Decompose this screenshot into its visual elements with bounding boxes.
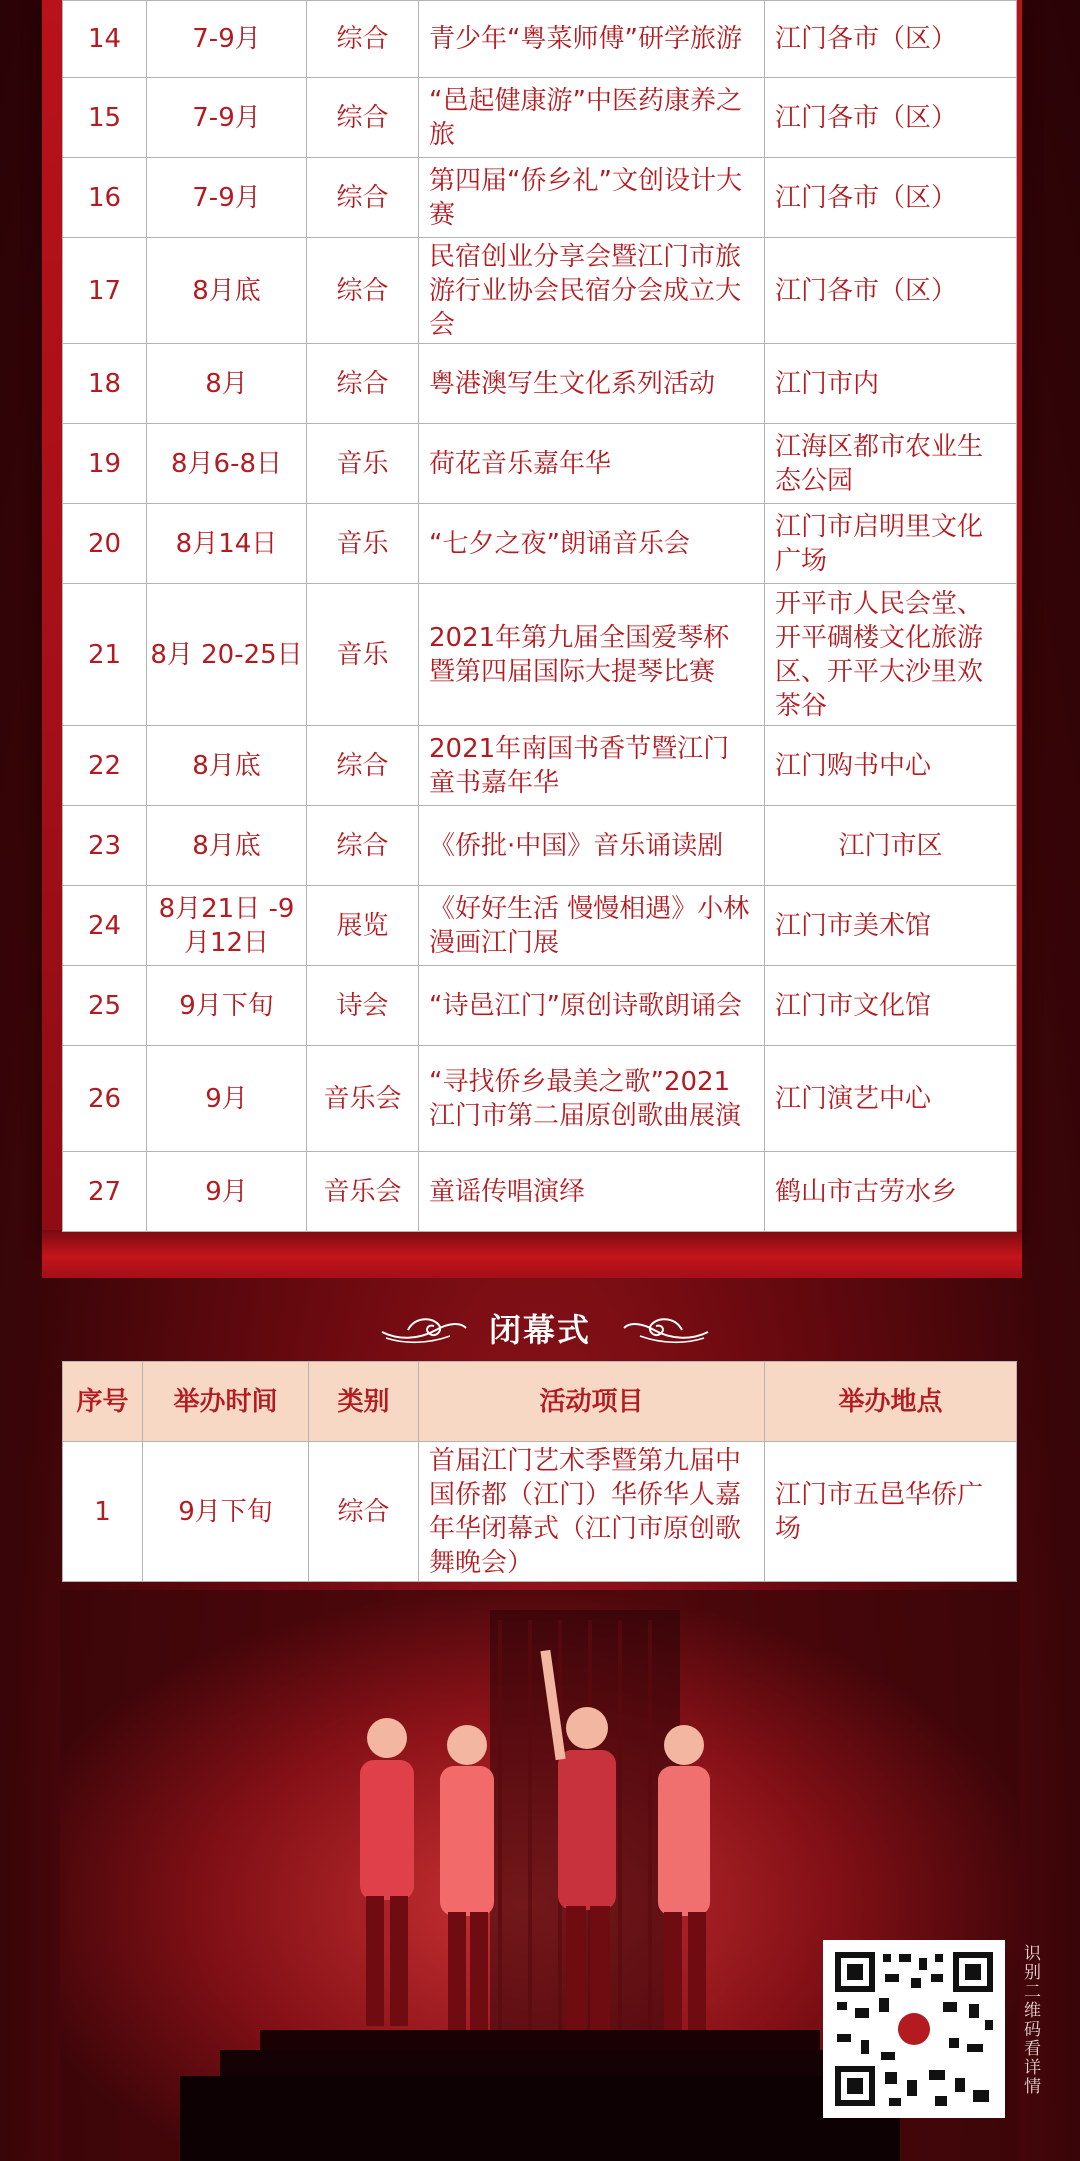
row-time: 8月6-8日 [147, 424, 307, 504]
header-item: 活动项目 [419, 1362, 765, 1442]
qr-hint-text: 识别二维码看详情 [1020, 1944, 1040, 2096]
row-type: 综合 [307, 78, 419, 158]
row-time: 9月下旬 [143, 1442, 309, 1582]
row-type: 音乐 [307, 424, 419, 504]
row-type: 音乐 [307, 504, 419, 584]
row-type: 综合 [307, 344, 419, 424]
row-place: 鹤山市古劳水乡 [765, 1152, 1017, 1232]
table-row [63, 1046, 1017, 1152]
row-number: 17 [63, 238, 147, 344]
row-item: 2021年第九届全国爱琴杯暨第四届国际大提琴比赛 [419, 584, 765, 726]
row-number: 16 [63, 158, 147, 238]
row-number: 26 [63, 1046, 147, 1152]
row-number: 14 [63, 1, 147, 78]
row-type: 音乐会 [307, 1046, 419, 1152]
row-type: 综合 [307, 806, 419, 886]
row-item: “诗邑江门”原创诗歌朗诵会 [419, 966, 765, 1046]
row-number: 25 [63, 966, 147, 1046]
row-place: 江门各市（区） [765, 158, 1017, 238]
header-place: 举办地点 [765, 1362, 1017, 1442]
row-number: 23 [63, 806, 147, 886]
row-item: 第四届“侨乡礼”文创设计大赛 [419, 158, 765, 238]
row-number: 27 [63, 1152, 147, 1232]
row-item: 《好好生活 慢慢相遇》小林漫画江门展 [419, 886, 765, 966]
row-type: 展览 [307, 886, 419, 966]
row-place: 江门各市（区） [765, 78, 1017, 158]
row-place: 江门购书中心 [765, 726, 1017, 806]
row-number: 21 [63, 584, 147, 726]
row-number: 15 [63, 78, 147, 158]
table-row [63, 504, 1017, 584]
row-type: 综合 [307, 238, 419, 344]
row-time: 7-9月 [147, 158, 307, 238]
row-time: 8月底 [147, 806, 307, 886]
header-time: 举办时间 [143, 1362, 309, 1442]
row-item: 粤港澳写生文化系列活动 [419, 344, 765, 424]
header-number: 序号 [63, 1362, 143, 1442]
row-item: 首届江门艺术季暨第九届中国侨都（江门）华侨华人嘉年华闭幕式（江门市原创歌舞晚会） [419, 1442, 765, 1582]
row-time: 9月下旬 [147, 966, 307, 1046]
row-place: 江门市启明里文化广场 [765, 504, 1017, 584]
qr-code[interactable] [823, 1940, 1005, 2118]
row-item: 青少年“粤菜师傅”研学旅游 [419, 1, 765, 78]
row-number: 24 [63, 886, 147, 966]
row-item: 童谣传唱演绎 [419, 1152, 765, 1232]
row-time: 7-9月 [147, 78, 307, 158]
row-place: 江门市区 [765, 806, 1017, 886]
row-item: “寻找侨乡最美之歌”2021江门市第二届原创歌曲展演 [419, 1046, 765, 1152]
row-type: 综合 [307, 726, 419, 806]
table-row [63, 1152, 1017, 1232]
row-place: 江门各市（区） [765, 1, 1017, 78]
table-row [63, 158, 1017, 238]
row-type: 诗会 [307, 966, 419, 1046]
qr-code-icon [823, 1940, 1005, 2118]
table-row [63, 238, 1017, 344]
divider-band [42, 1230, 1022, 1278]
row-time: 8月 [147, 344, 307, 424]
closing-table [62, 1361, 1017, 1582]
row-time: 8月21日 -9月12日 [147, 886, 307, 966]
header-type: 类别 [309, 1362, 419, 1442]
row-place: 江海区都市农业生态公园 [765, 424, 1017, 504]
row-number: 19 [63, 424, 147, 504]
table-row [63, 806, 1017, 886]
row-number: 22 [63, 726, 147, 806]
row-number: 1 [63, 1442, 143, 1582]
row-time: 8月底 [147, 238, 307, 344]
table-row [63, 344, 1017, 424]
closing-ceremony-title: 闭幕式 [488, 1311, 591, 1349]
row-type: 音乐 [307, 584, 419, 726]
table-row [63, 886, 1017, 966]
row-item: 民宿创业分享会暨江门市旅游行业协会民宿分会成立大会 [419, 238, 765, 344]
row-place: 江门市文化馆 [765, 966, 1017, 1046]
row-type: 综合 [309, 1442, 419, 1582]
right-flourish-icon [620, 1310, 712, 1346]
row-type: 音乐会 [307, 1152, 419, 1232]
table-header-row [63, 1362, 1017, 1442]
row-item: 2021年南国书香节暨江门童书嘉年华 [419, 726, 765, 806]
row-item: 《侨批·中国》音乐诵读剧 [419, 806, 765, 886]
table-row [63, 78, 1017, 158]
table-row [63, 966, 1017, 1046]
table-row [63, 1442, 1017, 1582]
row-number: 20 [63, 504, 147, 584]
table-row [63, 726, 1017, 806]
row-item: “七夕之夜”朗诵音乐会 [419, 504, 765, 584]
row-time: 7-9月 [147, 1, 307, 78]
row-time: 9月 [147, 1152, 307, 1232]
row-number: 18 [63, 344, 147, 424]
row-item: 荷花音乐嘉年华 [419, 424, 765, 504]
row-place: 江门市内 [765, 344, 1017, 424]
row-place: 江门市美术馆 [765, 886, 1017, 966]
row-time: 8月底 [147, 726, 307, 806]
row-type: 综合 [307, 158, 419, 238]
row-time: 9月 [147, 1046, 307, 1152]
row-item: “邑起健康游”中医药康养之旅 [419, 78, 765, 158]
table-row [63, 424, 1017, 504]
schedule-table [62, 0, 1017, 1232]
table-row [63, 1, 1017, 78]
table-row [63, 584, 1017, 726]
row-time: 8月 20-25日 [147, 584, 307, 726]
row-place: 江门市五邑华侨广场 [765, 1442, 1017, 1582]
row-type: 综合 [307, 1, 419, 78]
row-time: 8月14日 [147, 504, 307, 584]
row-place: 开平市人民会堂、开平碉楼文化旅游区、开平大沙里欢茶谷 [765, 584, 1017, 726]
row-place: 江门演艺中心 [765, 1046, 1017, 1152]
row-place: 江门各市（区） [765, 238, 1017, 344]
